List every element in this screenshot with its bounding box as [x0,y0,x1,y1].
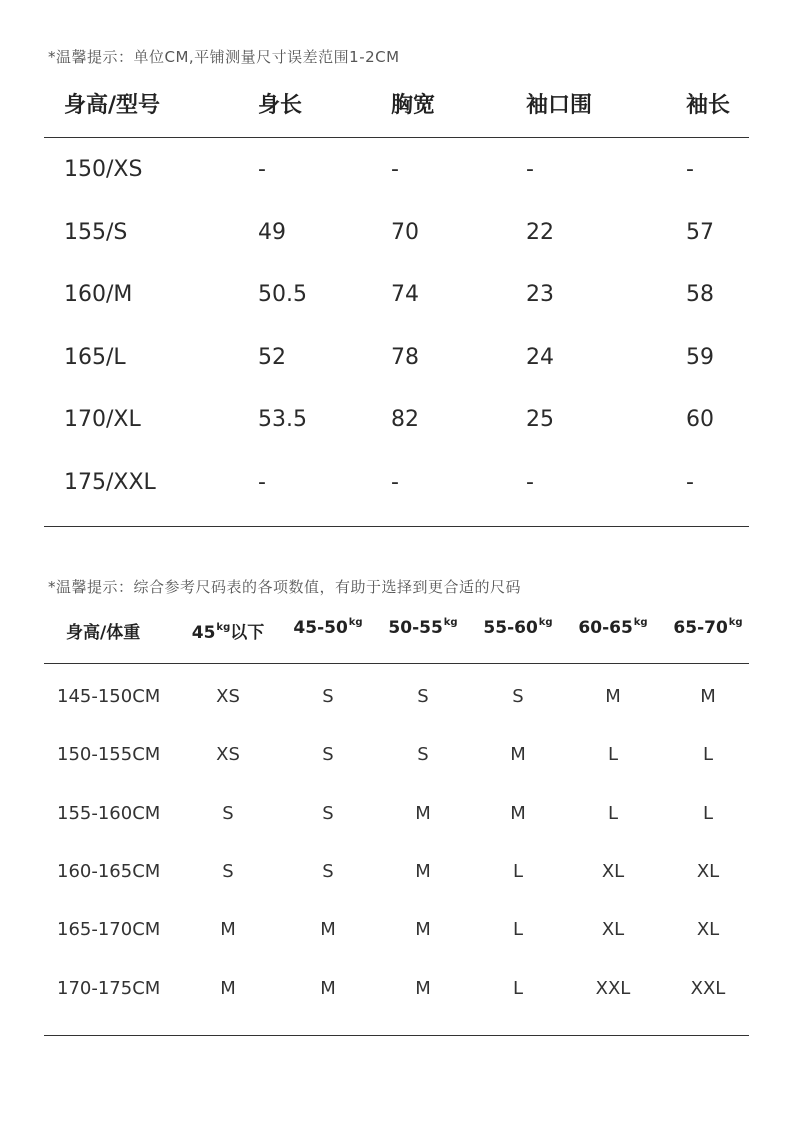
measurement-value: 57 [686,219,714,245]
recommended-size: M [320,977,336,999]
recommended-size: XS [216,686,240,707]
header-weight-range [483,618,552,638]
header-label: 身高/体重 [66,623,141,643]
recommended-size: L [512,860,524,882]
recommended-size: M [605,686,621,707]
measurement-value: - [526,157,534,182]
weight-unit: kg [538,617,553,629]
recommended-size: M [510,744,526,766]
weight-unit: kg [443,617,458,629]
recommended-size: XL [696,919,720,941]
measurement-value: - [526,469,534,495]
measurement-value: - [258,157,266,182]
measurement-value: 52 [258,344,286,370]
recommended-size: S [417,686,429,707]
recommended-size: M [220,977,236,999]
size-label: 175/XXL [64,469,156,495]
height-range: 170-175CM [57,977,161,999]
recommended-size: M [415,860,431,882]
header-cuff-circumference: 袖口围 [526,93,593,118]
weight-unit: kg [216,622,231,634]
header-height-weight [66,618,140,643]
recommended-size: XL [601,860,625,882]
recommended-size: M [415,802,431,824]
size-label: 150/XS [64,157,143,182]
table2-header-divider [44,663,749,664]
recommended-size: M [220,919,236,941]
weight-unit: kg [633,617,648,629]
header-weight-range [578,618,647,638]
height-range: 145-150CM [57,686,161,707]
recommended-size: S [322,860,334,882]
size-label: 155/S [64,219,128,245]
measurement-value: 59 [686,344,714,370]
header-weight-range [388,618,457,638]
height-range: 165-170CM [57,919,161,941]
measurement-value: 50.5 [258,282,307,307]
height-range: 150-155CM [57,744,161,766]
measurement-value: 25 [526,407,554,432]
height-range: 160-165CM [57,860,161,882]
recommended-size: L [512,919,524,941]
size-label: 160/M [64,282,133,307]
measurement-value: - [391,469,399,495]
measurement-value: 23 [526,282,554,307]
measurement-value: 58 [686,282,714,307]
recommended-size: L [607,744,619,766]
header-weight-range [192,618,264,643]
recommended-size: XL [601,919,625,941]
table1-header-divider [44,137,749,138]
measurement-value: 70 [391,219,419,245]
table2-bottom-divider [44,1035,749,1036]
recommended-size: S [512,686,524,707]
recommended-size: XS [216,744,240,766]
size-label: 165/L [64,344,126,370]
recommendation-note: *温馨提示：综合参考尺码表的各项数值，有助于选择到更合适的尺码 [48,578,522,596]
recommended-size: XL [696,860,720,882]
weight-unit: kg [348,617,363,629]
recommended-size: M [415,977,431,999]
measurement-value: - [686,157,694,182]
recommended-size: L [702,744,714,766]
recommended-size: S [322,744,334,766]
recommended-size: XXL [595,977,631,999]
header-weight-range [673,618,742,638]
recommended-size: M [510,802,526,824]
header-label: 50-55 [388,618,443,638]
measurement-note: *温馨提示：单位CM,平铺测量尺寸误差范围1-2CM [48,48,400,66]
measurement-value: - [686,469,694,495]
weight-unit: kg [728,617,743,629]
header-chest-width: 胸宽 [391,93,436,118]
table1-bottom-divider [44,526,749,527]
header-label: 45 [191,623,216,643]
recommended-size: L [702,802,714,824]
header-height-size: 身高/型号 [64,93,161,118]
header-label: 60-65 [578,618,633,638]
measurement-value: 78 [391,344,419,370]
header-label: 45-50 [293,618,348,638]
recommended-size: L [607,802,619,824]
recommended-size: S [322,686,334,707]
header-sleeve-length: 袖长 [686,93,731,118]
header-label: 65-70 [673,618,728,638]
measurement-value: 74 [391,282,419,307]
measurement-value: - [391,157,399,182]
header-weight-range [293,618,362,638]
size-label: 170/XL [64,407,141,432]
measurement-value: 82 [391,407,419,432]
measurement-value: 49 [258,219,286,245]
recommended-size: XXL [690,977,726,999]
recommended-size: S [417,744,429,766]
recommended-size: M [700,686,716,707]
header-suffix: 以下 [230,623,265,643]
measurement-value: 60 [686,407,714,432]
recommended-size: S [322,802,334,824]
recommended-size: S [222,860,234,882]
recommended-size: S [222,802,234,824]
header-label: 55-60 [483,618,538,638]
recommended-size: L [512,977,524,999]
measurement-value: 53.5 [258,407,307,432]
measurement-value: 24 [526,344,554,370]
measurement-value: - [258,469,266,495]
header-body-length: 身长 [258,93,303,118]
height-range: 155-160CM [57,802,161,824]
recommended-size: M [415,919,431,941]
measurement-value: 22 [526,219,554,245]
recommended-size: M [320,919,336,941]
